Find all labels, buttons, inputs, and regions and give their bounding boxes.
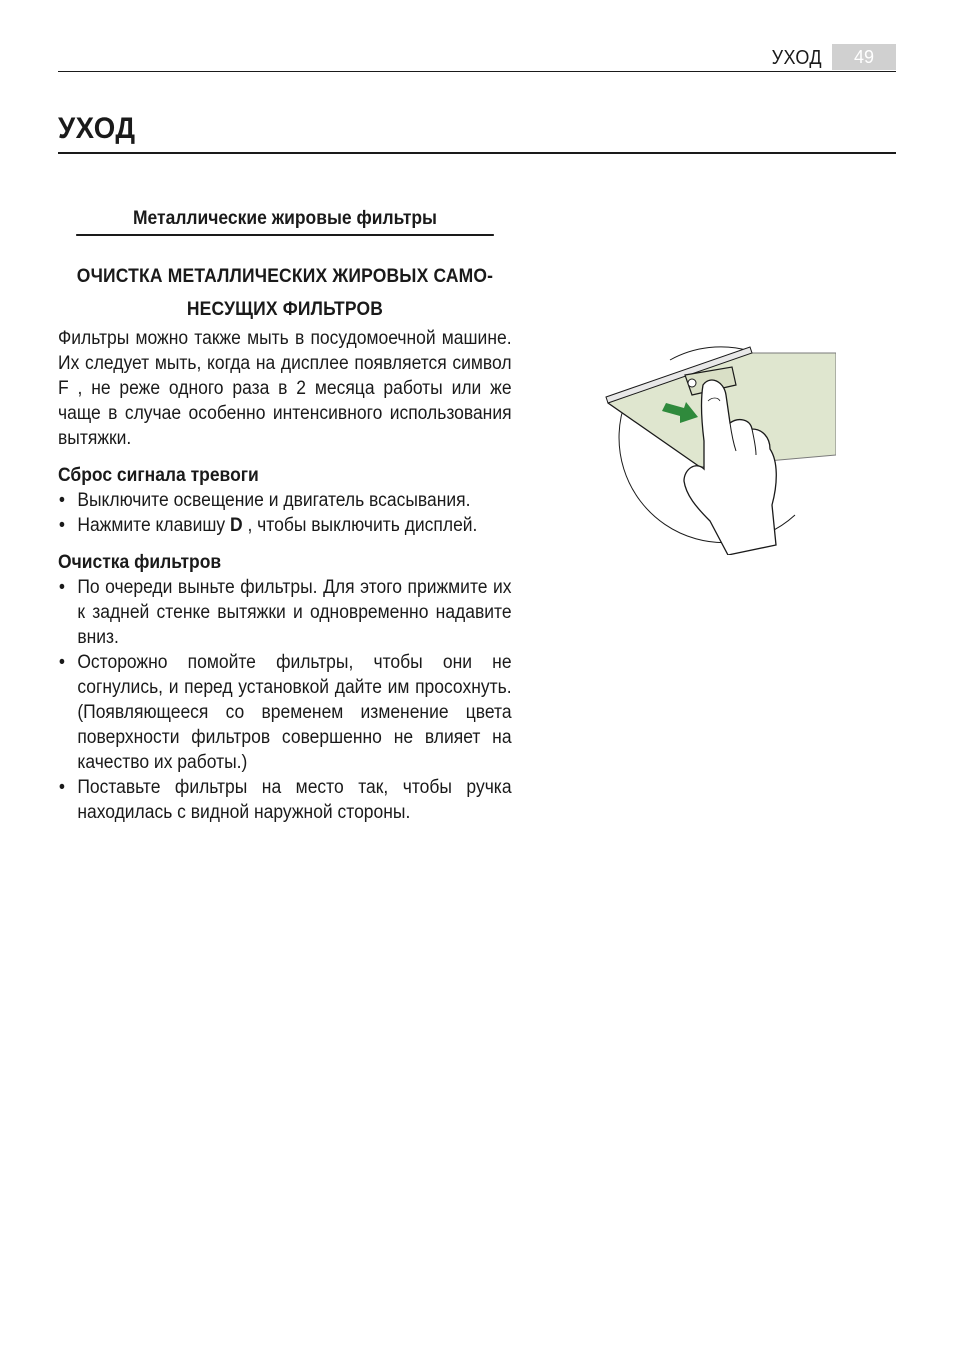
- left-column: [58, 200, 512, 825]
- title-divider: [58, 152, 896, 154]
- section-label: Металлические жировые фильтры: [76, 200, 494, 236]
- page-title: УХОД: [58, 112, 136, 145]
- alarm-reset-title: Сброс сигнала тревоги: [58, 465, 259, 486]
- list-item: • Осторожно помойте фильтры, чтобы они не согнулись, и перед установкой дайте им просохнуть. (Появляющееся со временем изменение цвета поверхности фильтров совершенно не влияет на качество их работы.): [58, 650, 512, 775]
- handle-latch: [688, 379, 696, 387]
- list-item: • По очереди выньте фильтры. Для этого прижмите их к задней стенке вытяжки и одновременно надавите вниз.: [58, 575, 512, 650]
- filter-removal-illustration: [600, 345, 836, 555]
- alarm-reset-list: [58, 488, 512, 538]
- list-item: • Выключите освещение и двигатель всасывания.: [58, 488, 512, 513]
- page-number: 49: [832, 44, 896, 70]
- list-item-text: , чтобы выключить дисплей.: [247, 515, 478, 536]
- list-item: • Поставьте фильтры на место так, чтобы ручка находилась с видной наружной стороны.: [58, 775, 512, 825]
- intro-paragraph: Фильтры можно также мыть в посудомоечной машине. Их следует мыть, когда на дисплее появляется символ F , не реже одного раза в 2 месяца работы или же чаще в случае особенно интенсивного использования вытяжки.: [58, 328, 512, 449]
- page-header: [58, 44, 896, 72]
- cleaning-title: Очистка фильтров: [58, 552, 222, 573]
- heading-line-1: ОЧИСТКА МЕТАЛЛИЧЕСКИХ ЖИРОВЫХ САМО-: [76, 266, 494, 287]
- heading-line-2: НЕСУЩИХ ФИЛЬТРОВ: [186, 299, 384, 320]
- cleaning-heading: [58, 260, 512, 326]
- list-item-text: Нажмите клавишу: [77, 515, 226, 536]
- key-symbol: D: [229, 515, 243, 536]
- list-item: [58, 513, 512, 538]
- cleaning-list: [58, 575, 512, 825]
- header-section-title: УХОД: [771, 47, 822, 69]
